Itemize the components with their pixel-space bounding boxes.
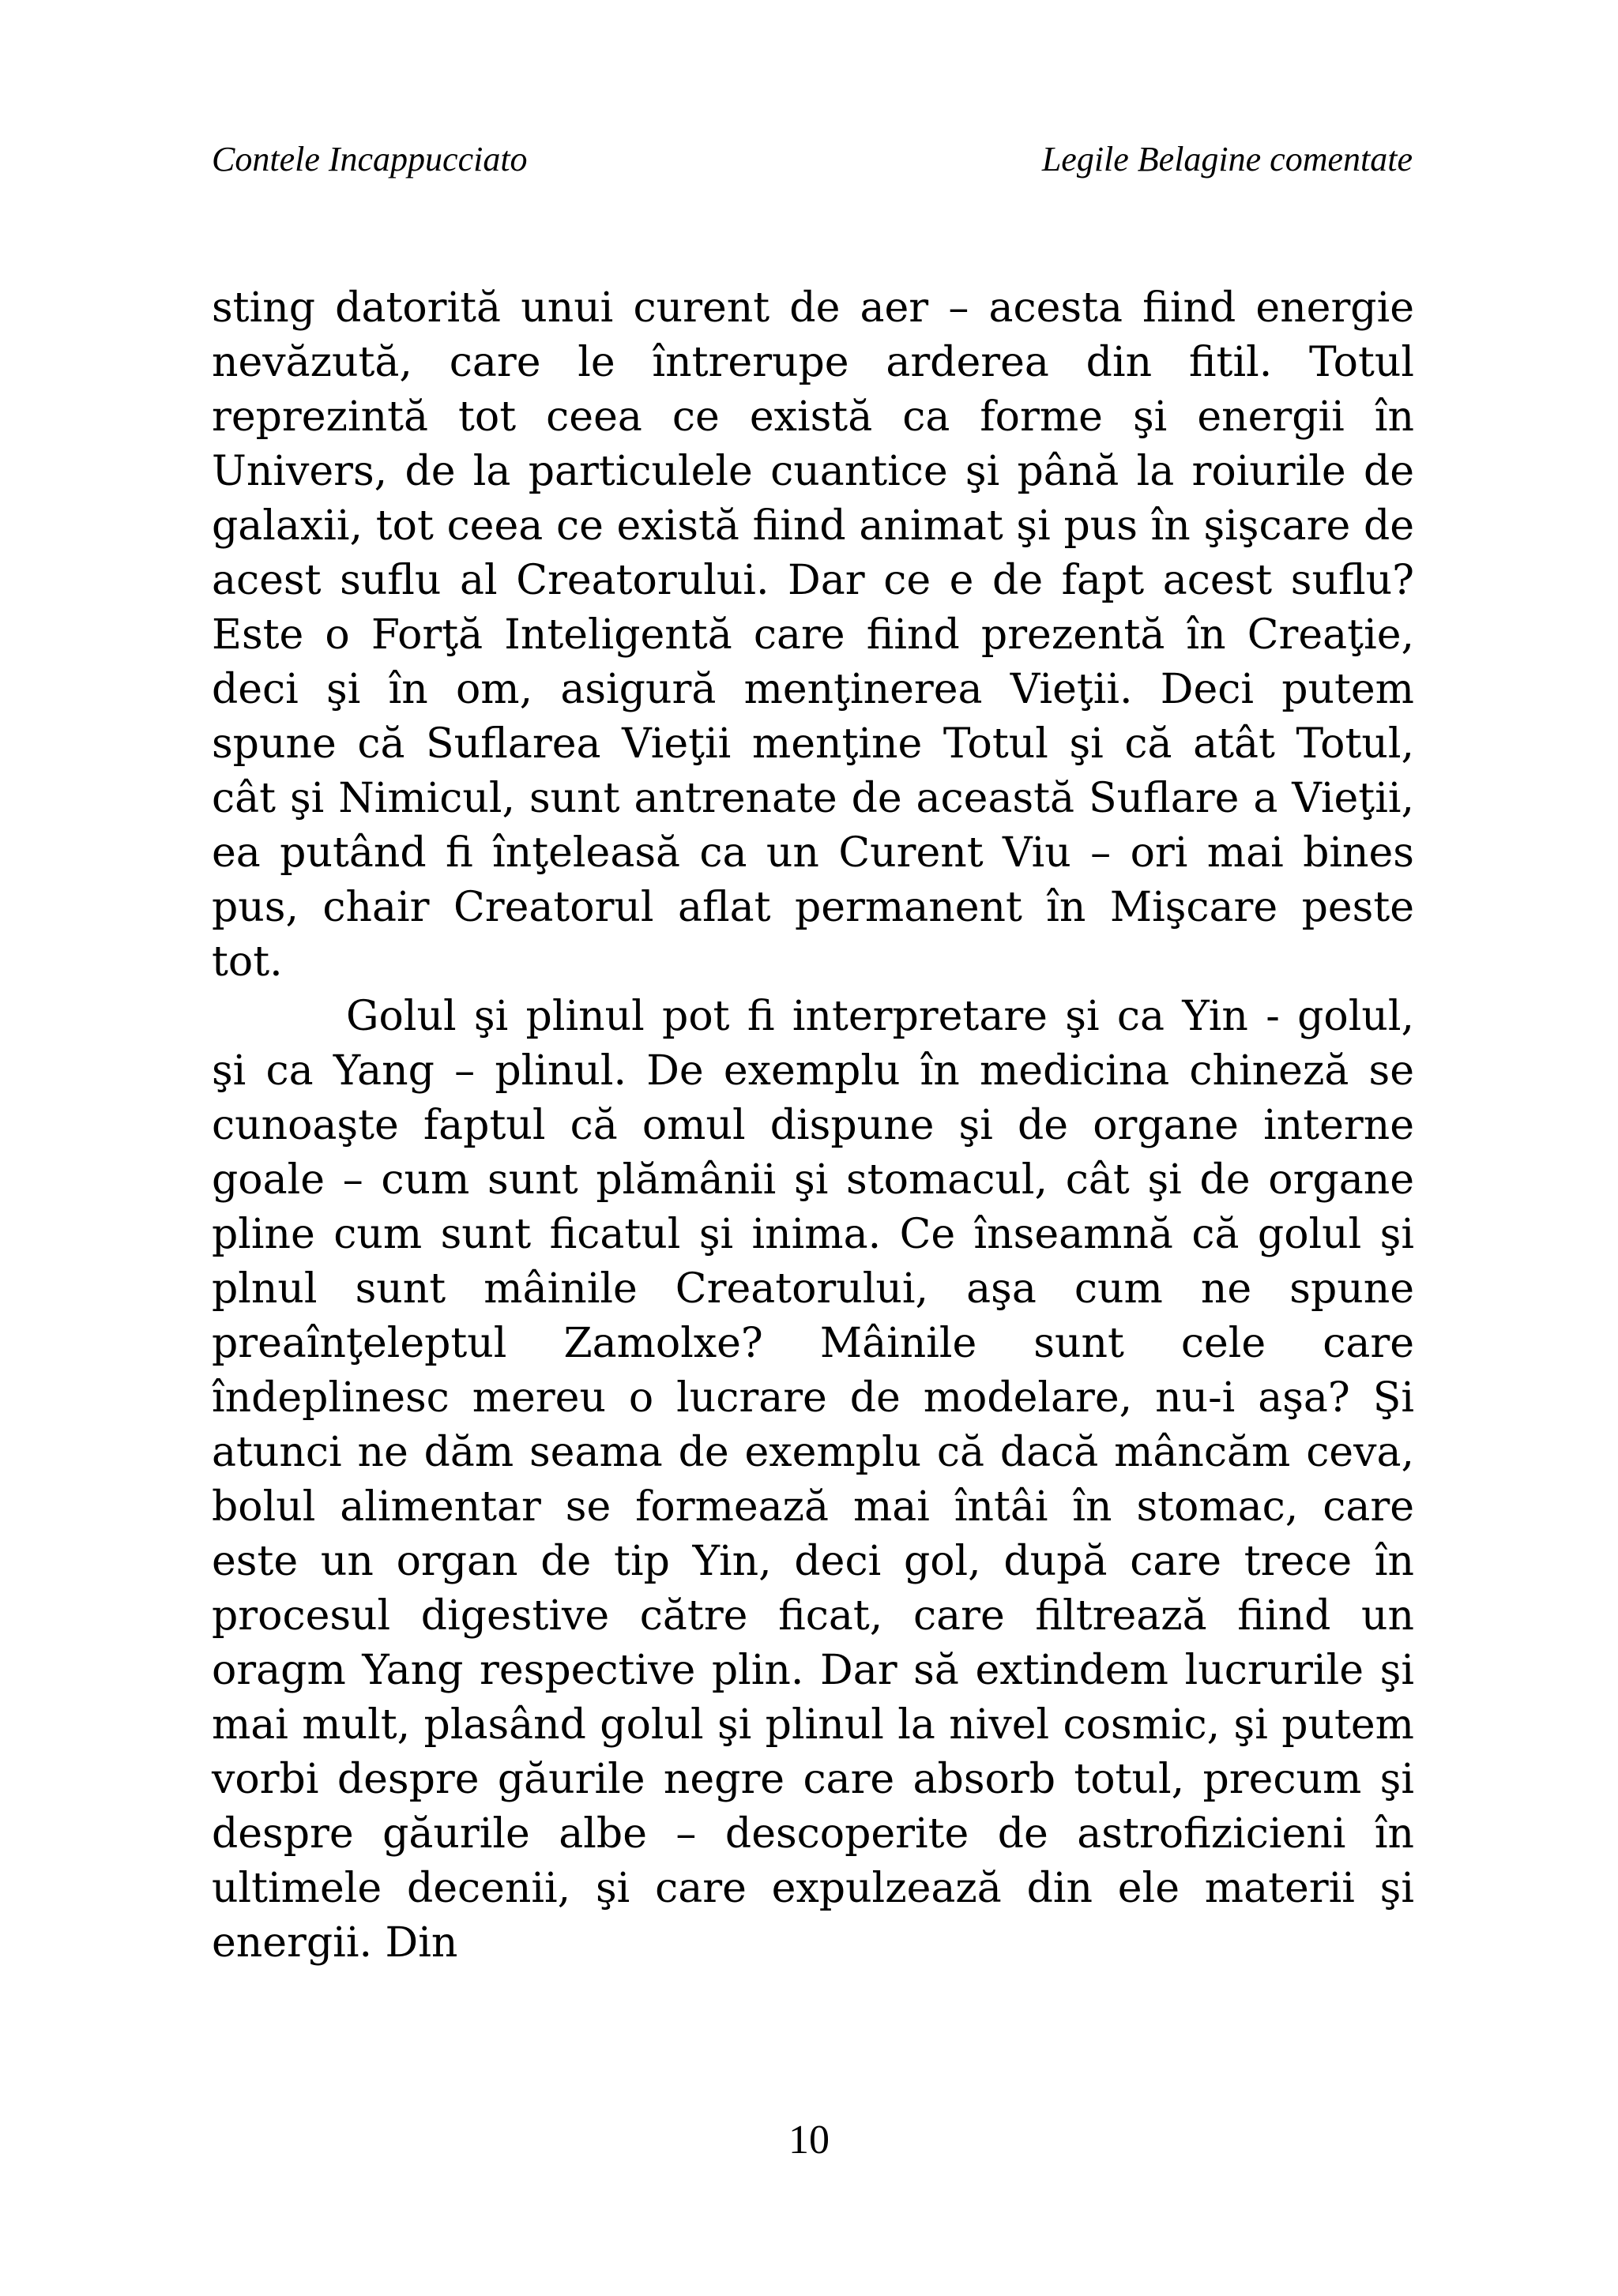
paragraph-2: Golul şi plinul pot fi interpretare şi ca Yin - golul, şi ca Yang – plinul. De exemplu în medicina chineză se cunoaşte faptul că omul dispune şi de organe interne goale – cum sunt plămânii şi stomacul, cât şi de organe pline cum sunt ficatul şi inima. Ce înseamnă că golul şi plnul sunt mâinile Creatorului, aşa cum ne spune preaînţeleptul Zamolxe? Mâinile sunt cele care îndeplinesc mereu o lucrare de modelare, nu-i aşa? Şi atunci ne dăm seama de exemplu că dacă mâncăm ceva, bolul alimentar se formează mai întâi în stomac, care este un organ de tip Yin, deci gol, după care trece în procesul digestive către ficat, care filtrează fiind un oragm Yang respective plin. Dar să extindem lucrurile şi mai mult, plasând golul şi plinul la nivel cosmic, şi putem vorbi despre găurile negre care absorb totul, precum şi despre găurile albe – descoperite de astrofizicieni în ultimele decenii, şi care expulzează din ele materii şi energii. Din: [212, 993, 1414, 1967]
running-header: [212, 136, 1413, 183]
header-author: Contele Incappucciato: [212, 140, 528, 178]
paragraph-1: sting datorită unui curent de aer – acesta fiind energie nevăzută, care le întrerupe arderea din fitil. Totul reprezintă tot ceea ce există ca forme şi energii în Univers, de la particulele cuantice şi până la roiurile de galaxii, tot ceea ce există fiind animat şi pus în şişcare de acest suflu al Creatorului. Dar ce e de fapt acest suflu? Este o Forţă Inteligentă care fiind prezentă în Creaţie, deci şi în om, asigură menţinerea Vieţii. Deci putem spune că Suflarea Vieţii menţine Totul şi că atât Totul, cât şi Nimicul, sunt antrenate de această Suflare a Vieţii, ea putând fi înţeleasă ca un Curent Viu – ori mai bines pus, chair Creatorul aflat permanent în Mişcare peste tot.: [212, 284, 1414, 986]
header-book-title: Legile Belagine comentate: [1041, 140, 1413, 178]
page-number: 10: [788, 2118, 830, 2163]
body-text: [212, 281, 1414, 1971]
